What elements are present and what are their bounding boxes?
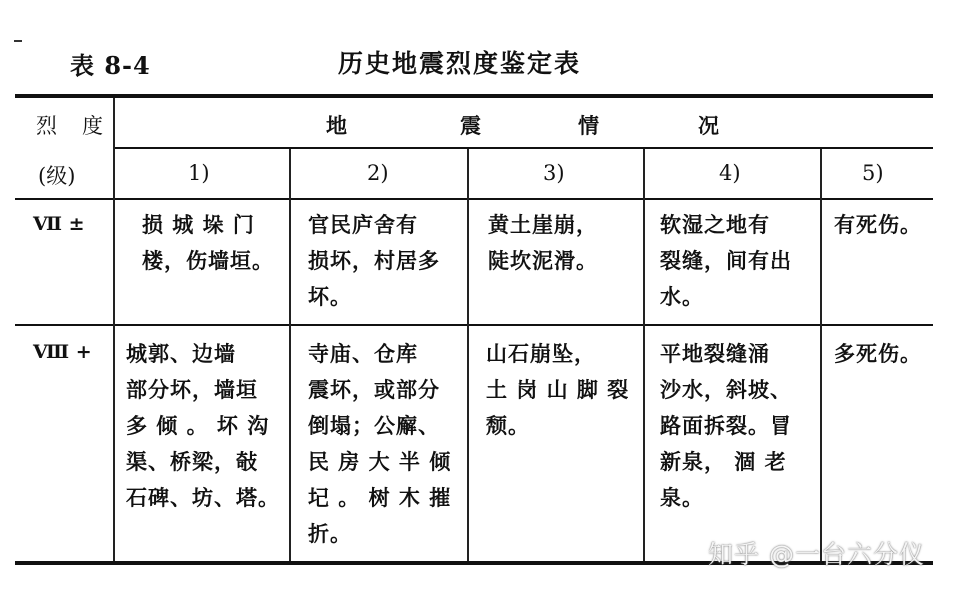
situation-header-char: 震 — [460, 113, 481, 138]
watermark: 知乎 @一台六分仪 — [708, 540, 925, 569]
table-cell: 有死伤。 — [834, 212, 922, 237]
column-header-5: 5) — [862, 161, 884, 185]
vrule-col3 — [643, 149, 645, 561]
situation-header-char: 况 — [698, 113, 719, 138]
row-divider-rule — [15, 324, 933, 326]
column-header-3: 3) — [543, 161, 565, 185]
column-header-1: 1) — [188, 161, 210, 185]
situation-header-char: 情 — [578, 113, 599, 138]
table-cell: 城郭、边墙 部分坏，墙垣 多 倾 。 坏 沟 渠、桥梁，敧 石碑、坊、塔。 — [126, 341, 280, 510]
grade-header: (级) — [38, 164, 76, 188]
intensity-value: Ⅷ + — [33, 341, 92, 363]
intensity-header: 烈 度 — [36, 114, 105, 138]
table-cell: 损 城 垛 门 楼，伤墙垣。 — [142, 212, 274, 273]
vrule-col2 — [467, 149, 469, 561]
column-header-4: 4) — [719, 161, 741, 185]
table-cell: 软湿之地有 裂缝，间有出 水。 — [660, 212, 792, 309]
intensity-value: Ⅶ ± — [33, 213, 85, 235]
table-cell: 多死伤。 — [834, 341, 922, 366]
vrule-intensity — [113, 98, 115, 561]
scan-mark — [14, 40, 22, 42]
table-cell: 黄土崖崩， 陡坎泥滑。 — [488, 212, 598, 273]
vrule-col1 — [289, 149, 291, 561]
table-cell: 平地裂缝涌 沙水，斜坡、 路面拆裂。冒 新泉， 涸 老 泉。 — [660, 341, 792, 510]
table-cell: 官民庐舍有 损坏，村居多 坏。 — [308, 212, 440, 309]
header-bottom-rule — [15, 198, 933, 200]
table-cell: 寺庙、仓库 震坏，或部分 倒塌；公廨、 民 房 大 半 倾 圮 。 树 木 摧 折。 — [308, 341, 452, 546]
situation-header-char: 地 — [326, 113, 347, 138]
vrule-col4 — [820, 149, 822, 561]
header-mid-rule — [115, 147, 933, 149]
table-title: 历史地震烈度鉴定表 — [338, 49, 582, 78]
table-number: 表 8-4 — [70, 51, 151, 80]
column-header-2: 2) — [367, 161, 389, 185]
table-cell: 山石崩坠， 土 岗 山 脚 裂 颓。 — [486, 341, 630, 438]
top-rule — [15, 94, 933, 98]
